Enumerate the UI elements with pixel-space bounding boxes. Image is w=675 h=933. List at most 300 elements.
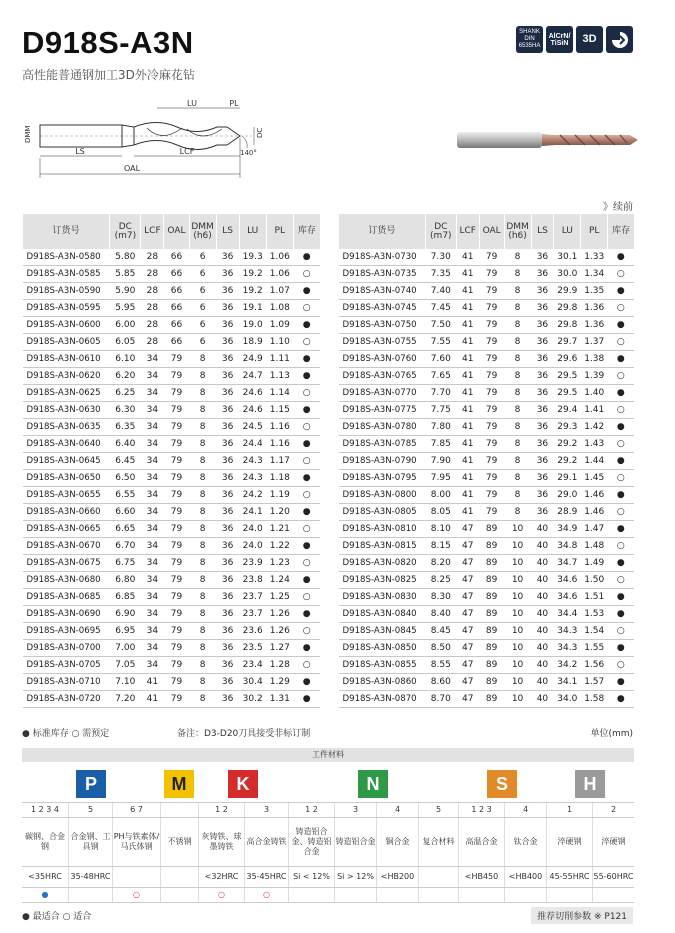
spec-table-body — [23, 249, 321, 708]
spec-cell: 36 — [216, 487, 239, 504]
shank-badge: SHANK DIN 6535HA — [516, 26, 543, 53]
material-name-cell: 碳钢、合金钢 — [25, 832, 65, 851]
spec-cell: 47 — [456, 691, 479, 708]
stock-cell: ● — [608, 419, 634, 436]
spec-cell: 41 — [141, 691, 164, 708]
coolant-icon — [606, 26, 633, 53]
col-pl: PL — [581, 214, 608, 249]
spec-cell: 34 — [141, 606, 164, 623]
table-row — [23, 504, 321, 521]
coating-badge: AlCrN/ TiSiN — [546, 26, 573, 53]
spec-cell: 40 — [531, 657, 554, 674]
spec-cell: 79 — [479, 283, 504, 300]
spec-cell: 34 — [141, 351, 164, 368]
spec-cell: 79 — [479, 317, 504, 334]
table-row — [23, 368, 321, 385]
lu-label: LU — [187, 99, 197, 108]
table-row — [23, 555, 321, 572]
spec-cell: 8 — [189, 402, 216, 419]
material-hard-cell — [418, 867, 458, 887]
stock-cell: ● — [293, 572, 320, 589]
spec-cell: 36 — [531, 368, 554, 385]
order-code-cell: D918S-A3N-0750 — [339, 317, 426, 334]
order-code-cell: D918S-A3N-0695 — [23, 623, 110, 640]
spec-cell: 8 — [189, 419, 216, 436]
table-row — [23, 266, 321, 283]
spec-cell: 79 — [164, 623, 189, 640]
spec-cell: 10 — [504, 572, 531, 589]
stock-cell: ● — [293, 538, 320, 555]
spec-cell: 1.06 — [266, 249, 293, 266]
material-group-s: S — [487, 770, 517, 798]
spec-cell: 10 — [504, 589, 531, 606]
spec-cell: 79 — [479, 470, 504, 487]
spec-cell: 34 — [141, 470, 164, 487]
spec-cell: 41 — [456, 453, 479, 470]
material-hard-cell: Si < 12% — [288, 867, 334, 887]
unit-label: 单位(mm) — [590, 729, 633, 739]
spec-cell: 36 — [216, 555, 239, 572]
spec-cell: 29.6 — [554, 351, 581, 368]
order-code-cell: D918S-A3N-0745 — [339, 300, 426, 317]
spec-cell: 7.20 — [110, 691, 141, 708]
order-code-cell: D918S-A3N-0675 — [23, 555, 110, 572]
order-code-cell: D918S-A3N-0855 — [339, 657, 426, 674]
spec-cell: 34.0 — [554, 691, 581, 708]
table-row — [23, 317, 321, 334]
spec-cell: 47 — [456, 538, 479, 555]
material-mark-cell: ○ — [244, 888, 288, 902]
stock-cell: ● — [608, 674, 634, 691]
spec-cell: 8.55 — [425, 657, 456, 674]
material-mark-cell — [504, 888, 546, 902]
spec-cell: 1.40 — [581, 385, 608, 402]
spec-cell: 79 — [479, 453, 504, 470]
spec-cell: 19.2 — [239, 266, 266, 283]
spec-cell: 28 — [141, 300, 164, 317]
material-sub-cell: 3 — [244, 803, 288, 817]
table-row — [339, 487, 635, 504]
order-code-cell: D918S-A3N-0600 — [23, 317, 110, 334]
col-oal: OAL — [479, 214, 504, 249]
order-code-cell: D918S-A3N-0825 — [339, 572, 426, 589]
order-code-cell: D918S-A3N-0760 — [339, 351, 426, 368]
spec-cell: 6.65 — [110, 521, 141, 538]
spec-cell: 36 — [216, 300, 239, 317]
table-row — [23, 436, 321, 453]
spec-cell: 29.5 — [554, 368, 581, 385]
spec-cell: 36 — [216, 691, 239, 708]
order-code-cell: D918S-A3N-0765 — [339, 368, 426, 385]
spec-cell: 79 — [164, 487, 189, 504]
order-code-cell: D918S-A3N-0590 — [23, 283, 110, 300]
order-code-cell: D918S-A3N-0610 — [23, 351, 110, 368]
material-sub-cell: 5 — [418, 803, 458, 817]
material-sub-cell: 3 — [334, 803, 376, 817]
spec-cell: 29.8 — [554, 317, 581, 334]
spec-cell: 34 — [141, 487, 164, 504]
spec-cell: 7.45 — [425, 300, 456, 317]
material-group-h: H — [575, 770, 605, 798]
material-mark-cell — [592, 888, 634, 902]
spec-cell: 36 — [216, 606, 239, 623]
spec-cell: 8.50 — [425, 640, 456, 657]
drill-photo — [455, 125, 640, 155]
spec-cell: 8.00 — [425, 487, 456, 504]
spec-cell: 1.39 — [581, 368, 608, 385]
order-code-cell: D918S-A3N-0810 — [339, 521, 426, 538]
spec-cell: 36 — [216, 572, 239, 589]
stock-cell: ● — [608, 487, 634, 504]
spec-cell: 8 — [189, 674, 216, 691]
spec-cell: 1.47 — [581, 521, 608, 538]
stock-cell: ○ — [293, 419, 320, 436]
order-code-cell: D918S-A3N-0585 — [23, 266, 110, 283]
col-lcf: LCF — [456, 214, 479, 249]
order-code-cell: D918S-A3N-0785 — [339, 436, 426, 453]
stock-cell: ○ — [293, 487, 320, 504]
spec-cell: 7.80 — [425, 419, 456, 436]
table-row — [339, 606, 635, 623]
col-dc: DC (m7) — [110, 214, 141, 249]
material-sub-cell: 1 2 — [198, 803, 244, 817]
spec-cell: 79 — [479, 419, 504, 436]
spec-cell: 10 — [504, 521, 531, 538]
spec-cell: 8 — [504, 249, 531, 266]
stock-cell: ● — [608, 385, 634, 402]
spec-cell: 8 — [189, 385, 216, 402]
stock-cell: ● — [608, 589, 634, 606]
spec-cell: 5.85 — [110, 266, 141, 283]
spec-cell: 79 — [479, 402, 504, 419]
spec-cell: 30.2 — [239, 691, 266, 708]
spec-cell: 41 — [456, 419, 479, 436]
spec-cell: 36 — [531, 453, 554, 470]
spec-cell: 34 — [141, 385, 164, 402]
spec-cell: 79 — [164, 470, 189, 487]
spec-cell: 7.95 — [425, 470, 456, 487]
order-code-cell: D918S-A3N-0605 — [23, 334, 110, 351]
spec-cell: 34 — [141, 572, 164, 589]
spec-cell: 29.9 — [554, 283, 581, 300]
spec-cell: 6.90 — [110, 606, 141, 623]
material-mark-cell — [546, 888, 592, 902]
table-row — [339, 470, 635, 487]
table-row — [23, 589, 321, 606]
material-hard-cell: <HB200 — [376, 867, 418, 887]
spec-cell: 29.8 — [554, 300, 581, 317]
spec-cell: 29.4 — [554, 402, 581, 419]
table-row — [23, 402, 321, 419]
spec-cell: 6.35 — [110, 419, 141, 436]
spec-cell: 36 — [531, 504, 554, 521]
spec-cell: 6.80 — [110, 572, 141, 589]
spec-cell: 6.40 — [110, 436, 141, 453]
spec-cell: 24.3 — [239, 453, 266, 470]
spec-cell: 8 — [504, 504, 531, 521]
spec-cell: 47 — [456, 606, 479, 623]
spec-cell: 28 — [141, 283, 164, 300]
spec-cell: 1.54 — [581, 623, 608, 640]
spec-cell: 47 — [456, 657, 479, 674]
spec-table-header — [339, 214, 635, 249]
dc-label: DC — [256, 127, 264, 138]
spec-cell: 36 — [216, 266, 239, 283]
stock-cell: ○ — [293, 334, 320, 351]
page-title: D918S-A3N — [22, 25, 194, 60]
spec-cell: 89 — [479, 606, 504, 623]
spec-cell: 41 — [456, 504, 479, 521]
material-suitability-row — [22, 888, 634, 903]
order-code-cell: D918S-A3N-0730 — [339, 249, 426, 266]
spec-cell: 1.34 — [581, 266, 608, 283]
spec-cell: 41 — [456, 470, 479, 487]
ls-label: LS — [75, 147, 85, 156]
table-row — [23, 249, 321, 266]
stock-cell: ● — [293, 317, 320, 334]
spec-cell: 79 — [164, 640, 189, 657]
spec-cell: 8 — [189, 555, 216, 572]
spec-cell: 8 — [504, 487, 531, 504]
spec-cell: 36 — [216, 419, 239, 436]
table-row — [339, 283, 635, 300]
spec-cell: 6.50 — [110, 470, 141, 487]
spec-cell: 8.10 — [425, 521, 456, 538]
stock-cell: ○ — [608, 470, 634, 487]
spec-cell: 34.3 — [554, 640, 581, 657]
stock-cell: ● — [608, 555, 634, 572]
material-hard-cell: 35-45HRC — [244, 867, 288, 887]
spec-cell: 5.80 — [110, 249, 141, 266]
spec-cell: 41 — [456, 402, 479, 419]
order-code-cell: D918S-A3N-0780 — [339, 419, 426, 436]
spec-cell: 36 — [216, 589, 239, 606]
order-code-cell: D918S-A3N-0755 — [339, 334, 426, 351]
stock-cell: ● — [608, 317, 634, 334]
spec-cell: 36 — [216, 538, 239, 555]
material-group-letters — [22, 762, 634, 803]
order-code-cell: D918S-A3N-0740 — [339, 283, 426, 300]
order-code-cell: D918S-A3N-0840 — [339, 606, 426, 623]
col-stock: 库存 — [608, 214, 634, 249]
spec-cell: 1.22 — [266, 538, 293, 555]
spec-cell: 36 — [216, 470, 239, 487]
spec-cell: 1.53 — [581, 606, 608, 623]
spec-cell: 34.7 — [554, 555, 581, 572]
spec-cell: 19.2 — [239, 283, 266, 300]
stock-cell: ○ — [293, 266, 320, 283]
spec-cell: 41 — [456, 317, 479, 334]
spec-cell: 89 — [479, 640, 504, 657]
spec-cell: 8 — [504, 453, 531, 470]
spec-cell: 6 — [189, 317, 216, 334]
spec-cell: 36 — [531, 249, 554, 266]
spec-cell: 8 — [504, 436, 531, 453]
cutting-params-ref: 推荐切削参数 ※ P121 — [531, 907, 633, 924]
spec-cell: 8 — [189, 453, 216, 470]
spec-cell: 8.15 — [425, 538, 456, 555]
drill-dimension-diagram — [22, 98, 287, 183]
spec-cell: 10 — [504, 674, 531, 691]
material-sub-cell — [160, 803, 198, 817]
material-sub-cell: 1 — [546, 803, 592, 817]
spec-cell: 30.0 — [554, 266, 581, 283]
spec-cell: 79 — [164, 368, 189, 385]
spec-cell: 79 — [164, 589, 189, 606]
order-code-cell: D918S-A3N-0710 — [23, 674, 110, 691]
spec-cell: 89 — [479, 657, 504, 674]
spec-cell: 1.16 — [266, 419, 293, 436]
table-row — [339, 266, 635, 283]
spec-cell: 66 — [164, 283, 189, 300]
spec-cell: 24.0 — [239, 521, 266, 538]
spec-cell: 1.20 — [266, 504, 293, 521]
material-name-cell: 淬硬钢 — [592, 818, 634, 866]
spec-cell: 8 — [504, 368, 531, 385]
pl-label: PL — [229, 99, 239, 108]
spec-cell: 79 — [479, 368, 504, 385]
table-row — [339, 249, 635, 266]
stock-cell: ● — [293, 436, 320, 453]
spec-cell: 34.8 — [554, 538, 581, 555]
feature-badges — [516, 26, 633, 53]
spec-cell: 1.48 — [581, 538, 608, 555]
spec-cell: 1.31 — [266, 691, 293, 708]
spec-cell: 34.1 — [554, 674, 581, 691]
spec-cell: 8 — [189, 436, 216, 453]
spec-cell: 7.35 — [425, 266, 456, 283]
spec-cell: 6.70 — [110, 538, 141, 555]
material-hard-cell — [112, 867, 160, 887]
col-lu: LU — [239, 214, 266, 249]
material-mark-cell — [458, 888, 504, 902]
material-group-p: P — [76, 770, 106, 798]
spec-cell: 30.4 — [239, 674, 266, 691]
spec-cell: 19.0 — [239, 317, 266, 334]
material-sub-cell: 4 — [504, 803, 546, 817]
spec-cell: 8 — [189, 470, 216, 487]
spec-cell: 8 — [504, 351, 531, 368]
table-row — [339, 640, 635, 657]
spec-cell: 79 — [479, 266, 504, 283]
stock-cell: ● — [608, 521, 634, 538]
spec-cell: 28 — [141, 266, 164, 283]
spec-cell: 1.19 — [266, 487, 293, 504]
spec-cell: 36 — [531, 419, 554, 436]
spec-cell: 1.27 — [266, 640, 293, 657]
spec-cell: 79 — [164, 504, 189, 521]
spec-cell: 36 — [216, 249, 239, 266]
spec-cell: 34 — [141, 453, 164, 470]
spec-cell: 79 — [164, 402, 189, 419]
order-code-cell: D918S-A3N-0635 — [23, 419, 110, 436]
stock-cell: ○ — [608, 538, 634, 555]
spec-cell: 34.2 — [554, 657, 581, 674]
spec-cell: 29.2 — [554, 436, 581, 453]
spec-cell: 8.40 — [425, 606, 456, 623]
page-subtitle: 高性能普通钢加工3D外冷麻花钻 — [22, 68, 195, 82]
spec-cell: 10 — [504, 691, 531, 708]
table-row — [23, 283, 321, 300]
spec-cell: 36 — [216, 623, 239, 640]
spec-cell: 6.75 — [110, 555, 141, 572]
material-hard-cell: <32HRC — [198, 867, 244, 887]
spec-cell: 1.51 — [581, 589, 608, 606]
stock-cell: ● — [293, 606, 320, 623]
spec-cell: 89 — [479, 589, 504, 606]
spec-cell: 8 — [504, 300, 531, 317]
spec-cell: 23.7 — [239, 589, 266, 606]
spec-cell: 1.15 — [266, 402, 293, 419]
order-code-cell: D918S-A3N-0650 — [23, 470, 110, 487]
order-code-cell: D918S-A3N-0665 — [23, 521, 110, 538]
spec-cell: 41 — [456, 283, 479, 300]
table-row — [339, 657, 635, 674]
table-row — [339, 300, 635, 317]
material-sub-cell: 1 2 3 4 — [31, 805, 59, 814]
spec-cell: 8 — [504, 283, 531, 300]
material-mark-cell — [160, 888, 198, 902]
spec-cell: 8 — [189, 487, 216, 504]
stock-cell: ○ — [608, 436, 634, 453]
spec-cell: 79 — [479, 249, 504, 266]
material-sub-cell: 5 — [68, 803, 112, 817]
spec-cell: 7.85 — [425, 436, 456, 453]
spec-cell: 1.26 — [266, 623, 293, 640]
dmm-label: DMM — [24, 125, 32, 143]
table-row — [339, 419, 635, 436]
spec-cell: 8 — [189, 589, 216, 606]
spec-cell: 1.09 — [266, 317, 293, 334]
spec-cell: 1.57 — [581, 674, 608, 691]
col-lu: LU — [554, 214, 581, 249]
spec-cell: 28.9 — [554, 504, 581, 521]
table-row — [339, 589, 635, 606]
spec-cell: 10 — [504, 657, 531, 674]
stock-cell: ○ — [293, 623, 320, 640]
spec-cell: 1.37 — [581, 334, 608, 351]
spec-cell: 6.10 — [110, 351, 141, 368]
stock-cell: ○ — [293, 521, 320, 538]
material-name-cell: 复合材料 — [418, 818, 458, 866]
material-group-k: K — [228, 770, 258, 798]
spec-cell: 24.7 — [239, 368, 266, 385]
spec-cell: 79 — [479, 300, 504, 317]
spec-cell: 79 — [479, 385, 504, 402]
spec-cell: 41 — [456, 385, 479, 402]
spec-cell: 19.1 — [239, 300, 266, 317]
table-row — [339, 317, 635, 334]
spec-cell: 79 — [164, 419, 189, 436]
material-mark-cell: ○ — [112, 888, 160, 902]
spec-table-left — [22, 214, 320, 708]
order-code-cell: D918S-A3N-0820 — [339, 555, 426, 572]
spec-cell: 47 — [456, 674, 479, 691]
material-name-cell: 高合金铸铁 — [244, 818, 288, 866]
spec-cell: 6.30 — [110, 402, 141, 419]
spec-cell: 34 — [141, 368, 164, 385]
spec-cell: 41 — [456, 300, 479, 317]
spec-cell: 8 — [189, 504, 216, 521]
material-sub-cell: 4 — [376, 803, 418, 817]
spec-cell: 29.2 — [554, 453, 581, 470]
order-code-cell: D918S-A3N-0700 — [23, 640, 110, 657]
spec-cell: 36 — [531, 487, 554, 504]
spec-cell: 34 — [141, 538, 164, 555]
spec-cell: 28 — [141, 334, 164, 351]
material-name-cell: 铸造铝合金 — [334, 818, 376, 866]
spec-cell: 79 — [164, 691, 189, 708]
